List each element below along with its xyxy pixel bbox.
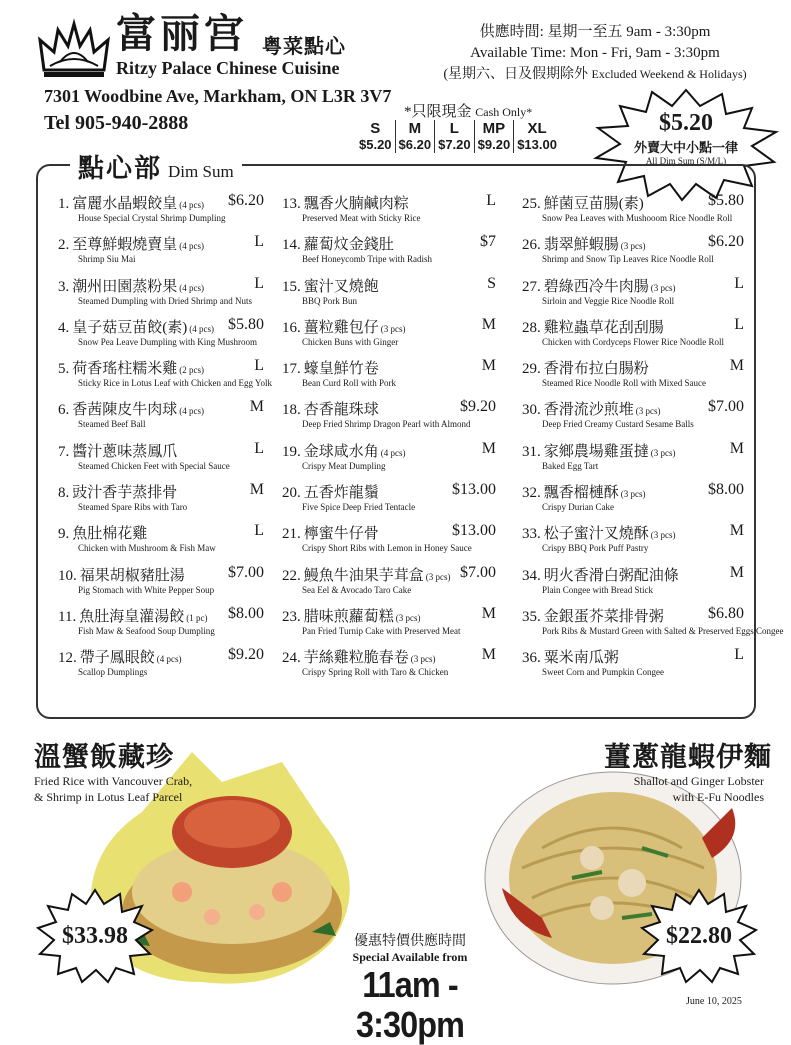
menu-item-description: House Special Crystal Shrimp Dumpling [78, 213, 226, 223]
crab-price-burst [36, 888, 154, 984]
menu-item-description: Sea Eel & Avocado Taro Cake [302, 584, 412, 595]
menu-item-description: Five Spice Deep Fried Tentacle [302, 502, 416, 513]
menu-item-price: $7.00 [460, 563, 496, 581]
menu-item-pieces: (3 pcs) [635, 406, 661, 417]
menu-item-number: 13. [282, 196, 301, 212]
promo-cn: 外賣大中小點一律 [633, 140, 738, 155]
menu-item-description: Snow Pea Leave Dumpling with King Mushroom [78, 336, 257, 347]
menu-item-price: L [254, 439, 264, 457]
menu-item-description: Steamed Dumpling with Dried Shrimp and Nuts [78, 295, 252, 306]
menu-item-line [58, 357, 264, 378]
menu-item-description: Chicken Buns with Ginger [302, 336, 399, 347]
size-price: $13.00 [517, 137, 557, 152]
crab-price: $33.98 [62, 922, 128, 949]
menu-item-price: L [254, 357, 264, 375]
menu-item-name: 香滑布拉白腸粉 [543, 361, 649, 378]
menu-item-number: 1. [58, 196, 70, 212]
menu-item-pieces: (3 pcs) [425, 571, 451, 582]
menu-item [282, 316, 496, 357]
menu-item-line [522, 275, 744, 296]
menu-item [58, 398, 264, 439]
menu-item-name: 雞粒蟲草花刮刮腸 [543, 319, 664, 336]
menu-item [522, 233, 744, 274]
size-price: $5.20 [359, 137, 392, 152]
promo-label [592, 88, 780, 166]
menu-item [522, 604, 784, 646]
menu-item-price: $7.00 [228, 563, 264, 581]
promo-price: $5.20 [659, 110, 713, 136]
menu-item-number: 10. [58, 567, 77, 584]
menu-item-name: 芋絲雞粒脆春卷 [303, 650, 409, 667]
menu-item-name: 金球咸水角 [303, 443, 379, 460]
menu-item-description: Pork Ribs & Mustard Green with Salted & Preserved Eggs Congee [542, 625, 784, 636]
menu-item [282, 357, 496, 398]
menu-item-description: Crispy Durian Cake [542, 502, 614, 513]
hours-en: Available Time: Mon - Fri, 9am - 3:30pm [470, 45, 720, 61]
menu-item-number: 12. [58, 650, 77, 667]
menu-item-name: 家鄉農場雞蛋撻 [543, 443, 649, 460]
menu-item-description: Bean Curd Roll with Pork [302, 378, 396, 389]
menu-item-number: 25. [522, 196, 541, 212]
excluded-en: Excluded Weekend & Holidays) [591, 67, 747, 81]
restaurant-address: 7301 Woodbine Ave, Markham, ON L3R 3V7 [44, 86, 392, 106]
menu-item-number: 21. [282, 526, 301, 543]
menu-item [58, 522, 264, 563]
menu-item [282, 233, 496, 274]
special-crab-name-cn: 溫蟹飯藏珍 [34, 742, 174, 772]
menu-item-name: 皇子菇豆苗餃(素) [72, 319, 188, 336]
menu-column-3 [522, 192, 784, 688]
menu-item-number: 23. [282, 608, 301, 625]
menu-item-name: 醬汁蔥味蒸鳳爪 [72, 443, 178, 460]
menu-item-line [282, 605, 496, 626]
menu-item-number: 26. [522, 237, 541, 254]
special-crab-en-line1: Fried Rice with Vancouver Crab, [34, 774, 193, 788]
size-col-s [356, 120, 395, 153]
menu-item-description: Snow Pea Leaves with Mushooom Rice Noodle Roll [542, 213, 733, 223]
menu-item-name: 金銀蛋芥菜排骨粥 [543, 608, 664, 625]
menu-item-price: M [729, 357, 744, 375]
special-time-cn: 優惠特價供應時間 [354, 934, 466, 949]
menu-item-name: 鮮菌豆苗腸(素) [543, 196, 644, 212]
menu-item-description: Beef Honeycomb Tripe with Radish [302, 254, 432, 265]
menu-column-1 [58, 192, 272, 688]
menu-item-price: $5.80 [228, 315, 264, 333]
menu-item-line [522, 522, 744, 543]
menu-item-pieces: (3 pcs) [380, 323, 406, 334]
menu-item-pieces: (2 pcs) [179, 365, 205, 376]
menu-item-number: 16. [282, 319, 301, 336]
special-lobster-name-cn: 薑蔥龍蝦伊麵 [604, 742, 772, 772]
menu-item-number: 28. [522, 319, 541, 336]
crown-logo-icon [36, 22, 112, 80]
menu-item [58, 357, 272, 398]
menu-item-price: $6.80 [708, 604, 744, 622]
menu-item-description: Steamed Spare Ribs with Taro [78, 502, 188, 513]
menu-item-description: Steamed Chicken Feet with Special Sauce [78, 460, 230, 471]
menu-item-line [522, 564, 744, 585]
menu-item-number: 30. [522, 402, 541, 419]
menu-item [282, 646, 496, 687]
menu-item [522, 481, 744, 522]
menu-item-description: BBQ Pork Bun [302, 295, 358, 306]
menu-item-pieces: (4 pcs) [179, 406, 205, 417]
menu-item-name: 潮州田園蒸粉果 [72, 278, 178, 295]
menu-item-pieces: (3 pcs) [650, 282, 676, 293]
menu-item-line [282, 316, 496, 337]
menu-item-name: 薑粒雞包仔 [303, 319, 379, 336]
size-price: $6.20 [398, 137, 432, 152]
menu-item-number: 31. [522, 443, 541, 460]
menu-item [58, 316, 264, 357]
menu-item-price: $6.20 [708, 233, 744, 251]
menu-item-pieces: (4 pcs) [189, 323, 214, 334]
menu-item-description: Baked Egg Tart [542, 460, 599, 471]
menu-item [522, 357, 744, 398]
menu-item-price: $5.80 [708, 192, 744, 209]
menu-item [58, 605, 264, 646]
menu-item [282, 481, 496, 522]
menu-item-name: 香茜陳皮牛肉球 [72, 402, 178, 419]
menu-item-price: $7 [480, 233, 496, 251]
menu-item-description: Sweet Corn and Pumpkin Congee [542, 667, 664, 678]
menu-item-number: 35. [522, 608, 541, 625]
menu-item-description: Deep Fried Creamy Custard Sesame Balls [542, 419, 694, 430]
menu-item-description: Steamed Beef Ball [78, 419, 146, 430]
special-lobster-name-en [604, 773, 764, 805]
menu-item-price: L [734, 274, 744, 292]
menu-item-name: 松子蜜汁叉燒酥 [543, 526, 649, 543]
special-crab-en-line2: & Shrimp in Lotus Leaf Parcel [34, 790, 183, 804]
menu-item [58, 564, 264, 605]
menu-item-name: 飄香榴槤酥 [543, 485, 619, 502]
menu-item-number: 20. [282, 485, 301, 502]
menu-item-number: 34. [522, 567, 541, 584]
menu-item-number: 14. [282, 237, 301, 254]
size-price-table [356, 120, 560, 153]
size-col-mp [474, 120, 514, 153]
menu-item-line [282, 440, 496, 461]
size-price: $7.20 [438, 137, 471, 152]
special-crab-name-en [34, 773, 192, 805]
menu-item-description: Crispy BBQ Pork Puff Pastry [542, 543, 649, 554]
size-label: S [370, 120, 381, 137]
menu-item [522, 646, 744, 687]
menu-item-pieces: (4 pcs) [380, 447, 406, 458]
menu-item-price: $13.00 [452, 522, 496, 540]
menu-item [58, 481, 264, 522]
menu-item-pieces: (3 pcs) [650, 447, 676, 458]
menu-item-pieces: (3 pcs) [650, 530, 676, 541]
special-time-range: 11am - 3:30pm [355, 964, 465, 1045]
menu-item-number: 7. [58, 443, 70, 460]
menu-item-name: 魚肚海皇灌湯餃 [79, 608, 185, 625]
cash-only-cn: *只限現金 [404, 104, 472, 120]
menu-item-price: S [487, 274, 496, 292]
menu-item-line [58, 522, 264, 543]
menu-item [282, 522, 496, 563]
special-lobster-en-line2: with E-Fu Noodles [672, 790, 764, 804]
menu-item-price: M [729, 439, 744, 457]
menu-item-name: 豉汁香芋蒸排骨 [72, 485, 178, 502]
size-label: XL [527, 120, 547, 137]
special-lobster-en-line1: Shallot and Ginger Lobster [633, 774, 764, 788]
menu-item-price: L [486, 192, 496, 209]
menu-item-price: $7.00 [708, 398, 744, 416]
size-col-l [434, 120, 474, 153]
menu-item-name: 粟米南瓜粥 [543, 650, 619, 667]
menu-item [58, 275, 264, 316]
cash-only-en: Cash Only* [475, 105, 533, 119]
menu-item-number: 27. [522, 278, 541, 295]
menu-item-description: Pan Fried Turnip Cake with Preserved Meat [302, 625, 461, 636]
menu-item-line [282, 275, 496, 296]
menu-item-description: Steamed Rice Noodle Roll with Mixed Sauce [542, 378, 706, 389]
menu-item-price: M [729, 522, 744, 540]
brand-name-en: Ritzy Palace Chinese Cuisine [116, 58, 340, 78]
menu-item-name: 至尊鮮蝦燒賣皇 [72, 237, 178, 254]
menu-item [522, 564, 744, 605]
menu-item [522, 316, 744, 357]
menu-item-number: 9. [58, 526, 70, 543]
menu-item-name: 荷香瑤柱糯米雞 [72, 361, 178, 378]
menu-item-name: 腊味煎蘿蔔糕 [303, 608, 394, 625]
menu-item-price: M [249, 398, 264, 416]
menu-item [522, 398, 744, 439]
brand-name-cn: 富丽宫 [116, 11, 248, 56]
menu-item-name: 魚肚棉花雞 [72, 526, 148, 543]
menu-item-name: 帶子鳳眼餃 [79, 650, 155, 667]
restaurant-phone: Tel 905-940-2888 [44, 112, 189, 134]
menu-item-name: 福果胡椒豬肚湯 [79, 567, 185, 584]
size-label: L [449, 120, 459, 137]
menu-item-number: 5. [58, 361, 70, 378]
menu-item-line [282, 192, 496, 213]
menu-item-number: 19. [282, 443, 301, 460]
special-time-block [300, 930, 520, 1045]
menu-item [522, 275, 744, 316]
menu-item [282, 275, 496, 316]
brand-subtitle-cn: 粤菜點心 [262, 36, 346, 58]
menu-item-line [282, 646, 496, 667]
menu-item-pieces: (3 pcs) [620, 489, 646, 500]
menu-item-line [282, 233, 496, 254]
menu-item-price: L [734, 315, 744, 333]
menu-item-price: $8.00 [228, 604, 264, 622]
menu-item-price: L [254, 233, 264, 251]
menu-item-number: 33. [522, 526, 541, 543]
menu-item-number: 6. [58, 402, 70, 419]
menu-item [58, 440, 264, 481]
dim-sum-title [70, 148, 242, 185]
menu-item-price: L [734, 646, 744, 664]
menu-item-description: Scallop Dumplings [78, 667, 148, 678]
menu-item-name: 鰻魚牛油果芋茸盒 [303, 567, 424, 584]
menu-date: June 10, 2025 [686, 996, 742, 1007]
menu-item-price: L [254, 522, 264, 540]
menu-item-pieces: (4 pcs) [179, 282, 205, 293]
menu-item-line [282, 357, 496, 378]
menu-item-price: L [254, 274, 264, 292]
menu-item [282, 192, 496, 233]
menu-item-description: Crispy Spring Roll with Taro & Chicken [302, 667, 449, 678]
menu-item-name: 香滑流沙煎堆 [543, 402, 634, 419]
menu-item-price: $6.20 [228, 192, 264, 209]
menu-item-line [58, 481, 264, 502]
menu-item-name: 五香炸龍鬚 [303, 485, 379, 502]
menu-item-name: 蜜汁叉燒飽 [303, 278, 379, 295]
menu-item-number: 24. [282, 650, 301, 667]
menu-item-price: $13.00 [452, 481, 496, 499]
menu-item-pieces: (1 pc) [186, 612, 208, 623]
menu-item-description: Crispy Short Ribs with Lemon in Honey Sauce [302, 543, 472, 554]
menu-item-line [522, 440, 744, 461]
menu-item-name: 杏香龍珠球 [303, 402, 379, 419]
menu-item-number: 18. [282, 402, 301, 419]
menu-item-line [522, 646, 744, 667]
menu-item-pieces: (4 pcs) [179, 200, 205, 210]
cash-only-note [404, 100, 532, 121]
menu-item-price: M [481, 439, 496, 457]
menu-item [282, 605, 496, 646]
menu-item-price: $9.20 [228, 646, 264, 664]
menu-item-name: 檸蜜牛仔骨 [303, 526, 379, 543]
menu-item-price: $9.20 [460, 398, 496, 416]
menu-item [58, 646, 264, 687]
menu-item-description: Crispy Meat Dumpling [302, 460, 386, 471]
menu-item-pieces: (3 pcs) [395, 612, 421, 623]
menu-item-name: 飄香火腩鹹肉粽 [303, 196, 409, 212]
menu-item-number: 32. [522, 485, 541, 502]
menu-item [282, 440, 496, 481]
menu-item-price: M [481, 604, 496, 622]
dim-sum-title-en: Dim Sum [168, 162, 234, 181]
menu-item-number: 29. [522, 361, 541, 378]
menu-item-description: Pig Stomach with White Pepper Soup [78, 584, 215, 595]
menu-item-price: M [481, 357, 496, 375]
dim-sum-title-cn: 點心部 [78, 154, 163, 183]
menu-item-pieces: (4 pcs) [156, 654, 182, 665]
menu-item-description: Plain Congee with Bread Stick [542, 584, 653, 595]
menu-item-description: Preserved Meat with Sticky Rice [302, 213, 421, 223]
menu-item [522, 192, 744, 233]
menu-item-line [58, 440, 264, 461]
menu-item-number: 36. [522, 650, 541, 667]
menu-item [58, 233, 264, 274]
size-col-m [395, 120, 435, 153]
menu-item-price: M [249, 481, 264, 499]
menu-item-description: Shrimp Siu Mai [78, 254, 136, 265]
menu-item-number: 2. [58, 237, 70, 254]
menu-item-number: 3. [58, 278, 70, 295]
menu-item-line [58, 233, 264, 254]
lobster-price: $22.80 [666, 922, 732, 949]
menu-item-price: M [729, 563, 744, 581]
excluded-days [430, 64, 760, 85]
menu-item-name: 蠔皇鮮竹卷 [303, 361, 379, 378]
menu-item-name: 富麗水晶蝦餃皇 [72, 196, 178, 212]
menu-item-pieces: (3 pcs) [410, 654, 436, 665]
menu-item-description: Chicken with Mushroom & Fish Maw [78, 543, 216, 554]
menu-item-line [522, 316, 744, 337]
size-label: M [408, 120, 422, 137]
menu-item-number: 17. [282, 361, 301, 378]
lobster-price-burst [640, 888, 758, 984]
menu-item-number: 11. [58, 608, 77, 625]
menu-item [58, 192, 264, 233]
menu-item-number: 4. [58, 319, 70, 336]
menu-item-price: $8.00 [708, 481, 744, 499]
promo-en: All Dim Sum (S/M/L) [645, 156, 727, 166]
menu-item-line [58, 398, 264, 419]
menu-item-pieces: (4 pcs) [179, 241, 205, 252]
menu-item-line [58, 275, 264, 296]
menu-item-name: 翡翠鮮蝦腸 [543, 237, 619, 254]
menu-item-description: Deep Fried Shrimp Dragon Pearl with Almond [302, 419, 471, 430]
menu-item-description: Chicken with Cordyceps Flower Rice Noodle Roll [542, 336, 724, 347]
menu-item [522, 522, 744, 563]
menu-item-description: Sirloin and Veggie Rice Noodle Roll [542, 295, 675, 306]
menu-item [282, 564, 496, 605]
menu-item-name: 碧綠西冷牛肉腸 [543, 278, 649, 295]
size-price: $9.20 [477, 137, 511, 152]
special-time-en: Special Available from [352, 950, 468, 964]
menu-item-name: 明火香滑白粥配油條 [543, 567, 679, 584]
menu-item-description: Sticky Rice in Lotus Leaf with Chicken and Egg Yolk [78, 378, 272, 389]
menu-item-number: 8. [58, 485, 70, 502]
menu-item-pieces: (3 pcs) [620, 241, 646, 252]
size-col-xl [513, 120, 560, 153]
menu-item-description: Fish Maw & Seafood Soup Dumpling [78, 625, 215, 636]
menu-item [282, 398, 496, 439]
menu-item-price: M [481, 315, 496, 333]
menu-item-number: 15. [282, 278, 301, 295]
hours-block [430, 22, 760, 85]
excluded-cn: (星期六、日及假期除外 [443, 67, 589, 82]
menu-column-2 [282, 192, 496, 688]
menu-item [522, 440, 744, 481]
menu-item-description: Shrimp and Snow Tip Leaves Rice Noodle Roll [542, 254, 714, 265]
menu-item-number: 22. [282, 567, 301, 584]
hours-cn: 供應時間: 星期一至五 9am - 3:30pm [479, 24, 711, 40]
menu-item-price: M [481, 646, 496, 664]
menu-item-line [522, 357, 744, 378]
menu-item-name: 蘿蔔炆金錢肚 [303, 237, 394, 254]
size-label: MP [482, 120, 506, 137]
